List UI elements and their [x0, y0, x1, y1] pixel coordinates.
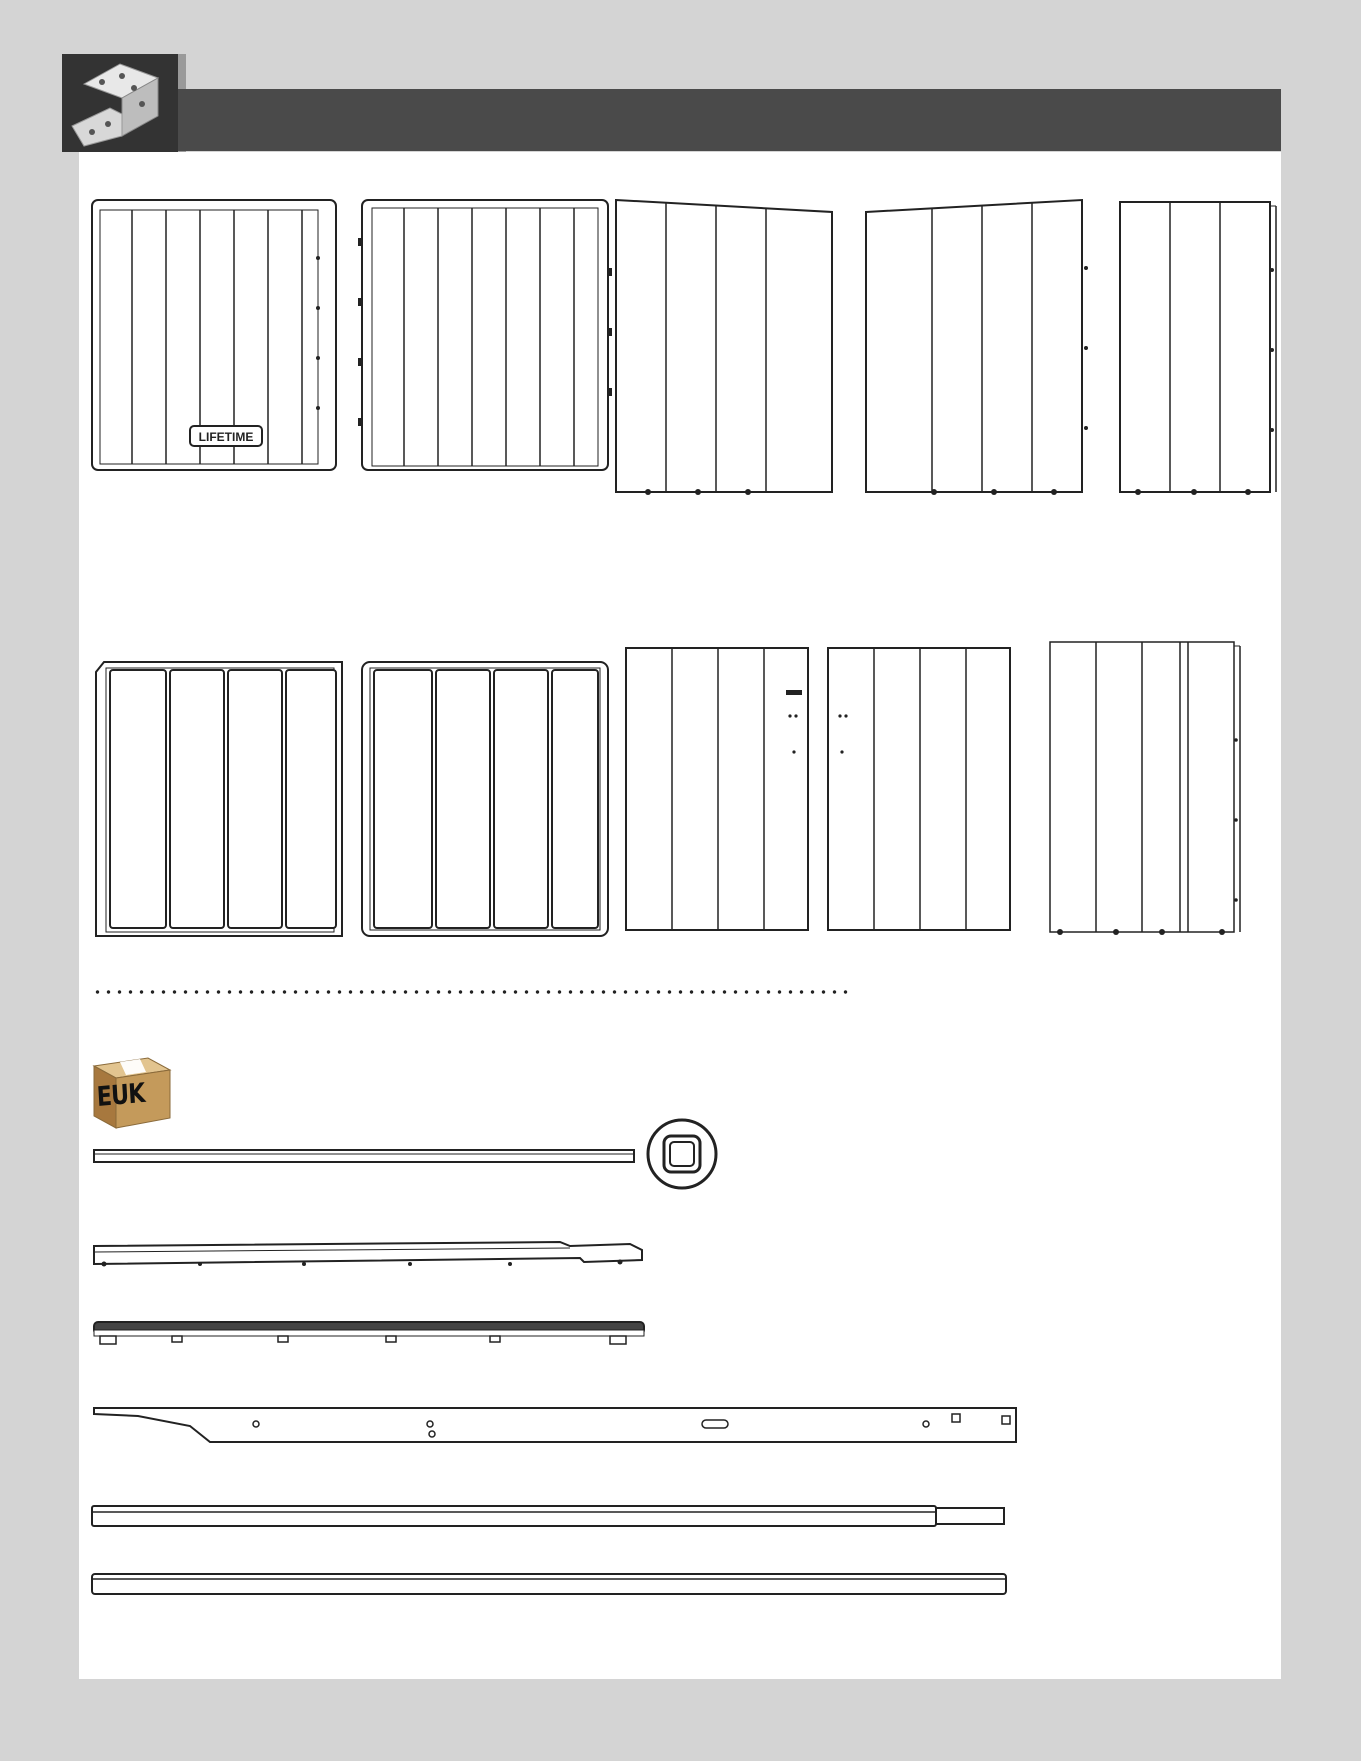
roof-panel-front: [92, 658, 346, 940]
section-icon-box: [62, 54, 186, 152]
square-tube-profile-icon: [644, 1116, 724, 1192]
gable-panel-left-slope: [864, 198, 1090, 496]
roof-panel-back: [358, 658, 612, 940]
square-tube: [90, 1146, 722, 1180]
double-wide-panel: [1046, 640, 1246, 938]
door-panel-right: [624, 646, 810, 934]
stepped-tube-rail: [90, 1502, 1010, 1532]
logo-badge-text: LIFETIME: [198, 430, 254, 444]
door-panel-left: [826, 646, 1012, 934]
dotted-divider: [92, 990, 852, 994]
wall-panel-logo: [90, 198, 338, 478]
side-panel-three: [1118, 200, 1278, 496]
section-header-bar: [178, 89, 1281, 151]
roof-ridge-rail: [90, 1314, 650, 1354]
truss-rail: [90, 1236, 650, 1276]
long-bracket-bar: [90, 1400, 1024, 1450]
wall-panel-back: [358, 198, 612, 478]
hardware-box-label: EUK: [96, 1077, 146, 1113]
flat-tube-rail: [90, 1570, 1010, 1600]
gable-panel-right-slope: [614, 198, 834, 496]
corner-bracket-icon: [62, 54, 178, 152]
